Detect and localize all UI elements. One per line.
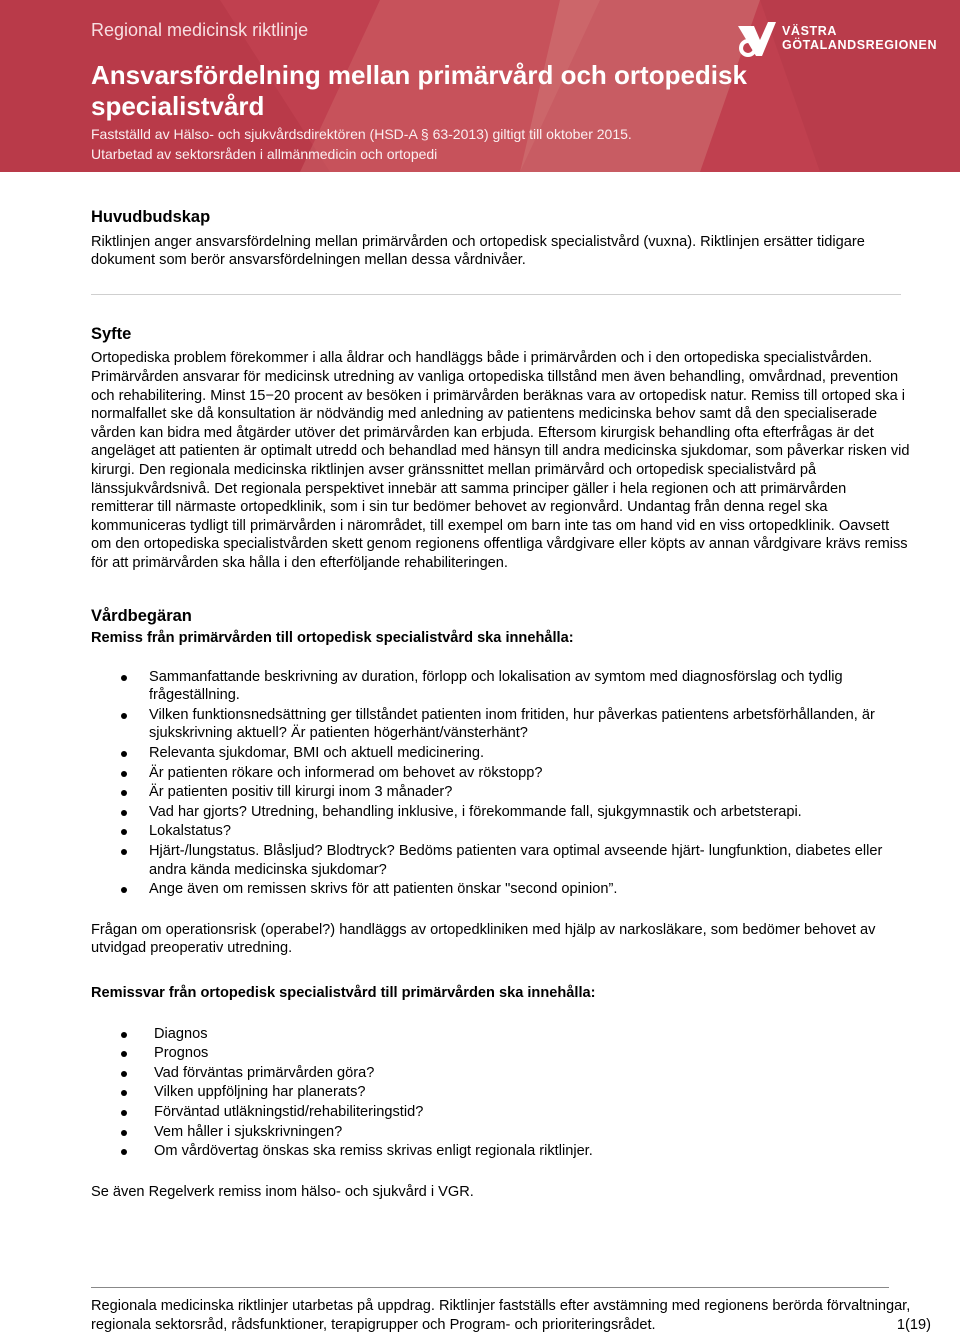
operationsrisk-text: Frågan om operationsrisk (operabel?) handläggs av ortopedkliniken med hjälp av narkosläkare, som bedömer behovet av utvidgad preoperativ utredning. [91, 921, 876, 957]
list-item: Vad har gjorts? Utredning, behandling inklusive, i förekommande fall, sjukgymnastik och arbetsterapi. [149, 803, 911, 822]
section-divider [91, 294, 901, 295]
list-item: Hjärt-/lungstatus. Blåsljud? Blodtryck? Bedöms patienten vara optimal avseende hjärt- lungfunktion, diabetes eller andra kända medicinska sjukdomar? [149, 842, 911, 879]
list-item: Är patienten rökare och informerad om behovet av rökstopp? [149, 764, 911, 783]
list-item: Förväntad utläkningstid/rehabiliteringstid? [154, 1103, 911, 1122]
section-huvudbudskap [91, 208, 911, 270]
list-item: Relevanta sjukdomar, BMI och aktuell medicinering. [149, 744, 911, 763]
logo-line-2: GÖTALANDSREGIONEN [782, 38, 938, 52]
heading-vardbegaran: Vårdbegäran [91, 606, 192, 625]
page-footer [91, 1297, 931, 1335]
section-vardbegaran [91, 607, 911, 1202]
remiss-list [91, 668, 911, 899]
remiss-heading: Remiss från primärvården till ortopedisk specialistvård ska innehålla: [91, 630, 574, 647]
list-item: Diagnos [154, 1025, 911, 1044]
header-banner [0, 0, 960, 172]
logo-line-1: VÄSTRA [782, 24, 837, 38]
meta-line-authors: Utarbetad av sektorsråden i allmänmedicin och ortopedi [91, 146, 438, 162]
list-item: Om vårdövertag önskas ska remiss skrivas enligt regionala riktlinjer. [154, 1142, 911, 1161]
list-item: Prognos [154, 1044, 911, 1063]
list-item: Vilken uppföljning har planerats? [154, 1083, 911, 1102]
list-item: Vem håller i sjukskrivningen? [154, 1123, 911, 1142]
document-body [91, 208, 911, 1201]
remissvar-list [91, 1025, 911, 1161]
section-syfte [91, 325, 911, 573]
vgr-logo-text [782, 24, 937, 52]
document-type: Regional medicinsk riktlinje [91, 20, 309, 40]
see-also-text: Se även Regelverk remiss inom hälso- och sjukvård i VGR. [91, 1183, 474, 1200]
remissvar-heading: Remissvar från ortopedisk specialistvård till primärvården ska innehålla: [91, 985, 596, 1001]
footer-divider [91, 1287, 889, 1288]
list-item: Sammanfattande beskrivning av duration, förlopp och lokalisation av symtom med diagnosförslag och tydlig frågeställning. [149, 668, 911, 705]
list-item: Vilken funktionsnedsättning ger tillståndet patienten inom fritiden, hur påverkas patientens arbetsförhållanden, är sjukskrivning aktuell? Är patienten högerhänt/vänsterhänt? [149, 706, 911, 743]
footer-text: Regionala medicinska riktlinjer utarbetas på uppdrag. Riktlinjer fastställs efter avstämning med regionens berörda förvaltningar, regionala sektorsråd, rådsfunktioner, terapigrupper och Program- och prioriteringsrådet. [91, 1298, 911, 1333]
heading-syfte: Syfte [91, 324, 132, 343]
list-item: Lokalstatus? [149, 822, 911, 841]
list-item: Ange även om remissen skrivs för att patienten önskar "second opinion”. [149, 880, 911, 899]
list-item: Är patienten positiv till kirurgi inom 3 månader? [149, 783, 911, 802]
document-meta [91, 124, 632, 164]
document-title: Ansvarsfördelning mellan primärvård och ortopedisk specialistvård [91, 60, 747, 121]
heading-huvudbudskap: Huvudbudskap [91, 208, 211, 226]
vgr-logo-icon [734, 18, 778, 62]
syfte-text: Ortopediska problem förekommer i alla åldrar och handläggs både i primärvården och i den ortopediska specialistvården. Primärvården ansvarar för medicinsk utredning av vanliga ortopediska tillstånd men även behandling, omvårdnad, prevention och rehabilitering. Minst 15−20 procent av besöken i primärvården beräknas vara av ortopedisk natur. Remiss till ortoped ska i normalfallet ske då konsultation är nödvändig med anledning av patientens medicinska behov samt då den specialiserade vården kan bidra med åtgärder utöver det primärvården kan erbjuda. Eftersom kirurgisk behandling ofta efterfrågas är det angeläget att patienten är optimalt utredd och behandlad med hänsyn till andra medicinska sjukdomar, som påverkar risken vid kirurgi. Den regionala medicinska riktlinjen avser gränssnittet mellan primärvård och ortopedisk specialistvård på länssjukvårdsnivå. Det regionala perspektivet innebär att samma principer gäller i hela regionen och att primärvården remitterar till närmaste ortopedklinik, som i sin tur bedömer behovet av regionvård. Undantag från denna regel ska kommuniceras tydligt till primärvården i närområdet, till exempel om barn inte tas om hand vid en viss ortopedklinik. Oavsett om den ortopediska specialistvården skett genom regionens offentliga vårdgivare eller köpts av annan vårdgivare krävs remiss för att primärvården ska hålla i den efterföljande rehabiliteringen. [91, 350, 910, 571]
meta-line-established: Fastställd av Hälso- och sjukvårdsdirektören (HSD-A § 63-2013) giltigt till oktober 2015. [91, 126, 632, 142]
page-number: 1(19) [896, 1317, 931, 1333]
list-item: Vad förväntas primärvården göra? [154, 1064, 911, 1083]
vgr-logo [734, 18, 944, 64]
huvudbudskap-text: Riktlinjen anger ansvarsfördelning mellan primärvården och ortopedisk specialistvård (vuxna). Riktlinjen ersätter tidigare dokument som berör ansvarsfördelningen mellan dessa vårdnivåer. [91, 233, 865, 269]
